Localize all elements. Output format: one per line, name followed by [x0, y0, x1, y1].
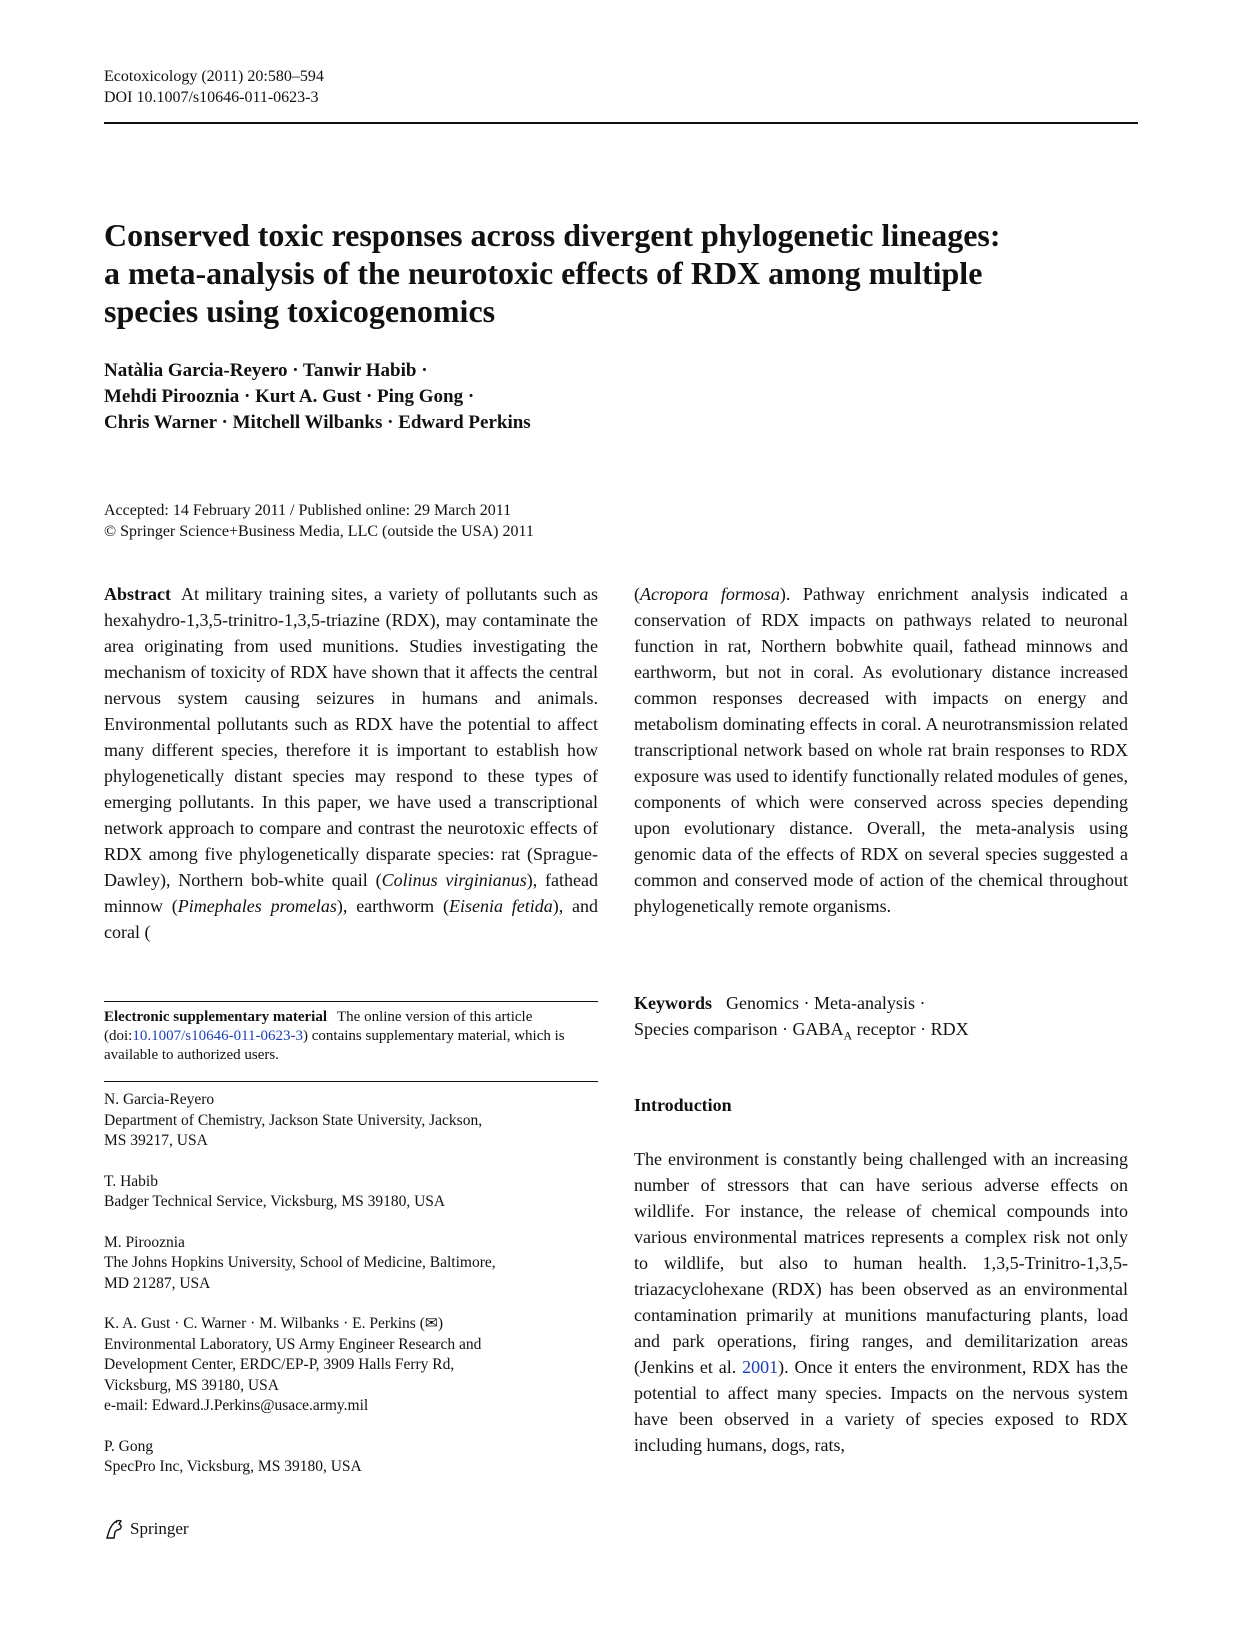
doi: DOI 10.1007/s10646-011-0623-3 [104, 89, 319, 106]
affiliation [104, 1314, 598, 1417]
supplementary-note [104, 1008, 598, 1065]
article-title [104, 216, 1104, 330]
author-line: Natàlia Garcia-Reyero · Tanwir Habib · [104, 360, 428, 381]
species-name: Eisenia fetida [448, 896, 553, 916]
esm-label: Electronic supplementary material [104, 1009, 328, 1025]
journal-header [104, 66, 324, 108]
affiliation-line: SpecPro Inc, Vicksburg, MS 39180, USA [104, 1458, 362, 1475]
affiliation-line: The Johns Hopkins University, School of Medicine, Baltimore, [104, 1254, 496, 1271]
keywords [634, 990, 1128, 1049]
affiliation [104, 1233, 598, 1295]
affiliation-line: Environmental Laboratory, US Army Engineer Research and [104, 1335, 482, 1353]
affiliation-line: Department of Chemistry, Jackson State University, Jackson, [104, 1111, 483, 1129]
introduction-body [634, 1146, 1128, 1458]
abstract-text-segment: ), earthworm ( [336, 896, 449, 916]
esm-text: ) contains supplementary material, which is available to authorized users. [104, 1028, 565, 1063]
esm-text: The online version of this article (doi: [104, 1009, 533, 1044]
publisher-name: Springer [130, 1519, 189, 1538]
abstract-text [104, 581, 598, 945]
abstract-continued: (Acropora formosa). Pathway enrichment analysis indicated a conservation of RDX impacts on pathways related to neuronal function in rat, Northern bobwhite quail, fathead minnows and earthworm, but not in coral. As evolutionary distance increased common responses decreased with impacts on energy and metabolism dominating effects in coral. A neurotransmission related transcriptional network based on whole rat brain responses to RDX exposure was used to identify functionally related modules of genes, components of which were conserved across species depending upon evolutionary distance. Overall, the meta-analysis using genomic data of the effects of RDX on several species suggested a common and conserved mode of action of the chemical throughout phylogenetically remote organisms. [634, 584, 1128, 916]
accepted-date: Accepted: 14 February 2011 / Published online: 29 March 2011 [104, 502, 512, 519]
esm-rule [104, 1001, 598, 1002]
introduction-text [634, 1146, 1128, 1458]
abstract-part1: At military training sites, a variety of pollutants such as hexahydro-1,3,5-trinitro-1,3,5-triazine (RDX), may contaminate the area originating from used munitions. Studies investigating the mechanism of toxicity of RDX have shown that it affects the central nervous system causing seizures in humans and animals. Environmental pollutants such as RDX have the potential to affect many different species, therefore it is important to establish how phylogenetically distant species may respond to these types of emerging pollutants. In this paper, we have used a transcriptional network approach to compare and contrast the neurotoxic effects of RDX among five phylogenetically disparate species: rat (Sprague-Dawley), Northern bob-white quail ( [104, 584, 598, 890]
abstract-column-left [104, 581, 598, 945]
springer-horse-icon [104, 1518, 126, 1540]
affiliation-line: MS 39217, USA [104, 1132, 208, 1149]
affiliation-line: M. Pirooznia [104, 1233, 185, 1251]
keywords-line: receptor · RDX [852, 1019, 969, 1039]
abstract-label: Abstract [104, 584, 171, 604]
affiliations-rule [104, 1081, 598, 1082]
affiliation-line: Vicksburg, MS 39180, USA [104, 1376, 279, 1394]
publication-dates [104, 500, 534, 542]
affiliation-line: K. A. Gust · C. Warner · M. Wilbanks · E. Perkins (✉) [104, 1315, 444, 1332]
title-line: species using toxicogenomics [104, 293, 496, 329]
header-rule [104, 122, 1138, 124]
affiliation-line: P. Gong [104, 1437, 154, 1455]
keywords-line: Species comparison · GABA [634, 1019, 844, 1039]
affiliation-line: Badger Technical Service, Vicksburg, MS 39180, USA [104, 1193, 446, 1210]
species-name: Colinus virginianus [381, 870, 527, 890]
affiliation [104, 1437, 598, 1478]
author-line: Chris Warner · Mitchell Wilbanks · Edward Perkins [104, 412, 531, 433]
abstract-text-segment: ), and coral ( [104, 896, 599, 942]
species-name: Pimephales promelas [177, 896, 337, 916]
affiliations [104, 1090, 598, 1498]
intro-text-segment: ). Once it enters the environment, RDX has the potential to affect many species. Impacts on the nervous system have been observed in a variety of species exposed to RDX including humans, dogs, rats, [634, 1357, 1129, 1455]
abstract-text-segment: ), fathead minnow ( [104, 870, 598, 916]
publisher-footer [104, 1518, 189, 1540]
affiliation [104, 1090, 598, 1152]
subscript: A [843, 1028, 853, 1043]
affiliation-line: T. Habib [104, 1172, 158, 1190]
author-list [104, 358, 531, 436]
keywords-line: Genomics · Meta-analysis · [726, 993, 926, 1013]
title-line: a meta-analysis of the neurotoxic effects of RDX among multiple [104, 255, 983, 291]
citation-link[interactable]: 2001 [742, 1357, 779, 1377]
intro-text-segment: The environment is constantly being challenged with an increasing number of stressors that can have serious adverse effects on wildlife. For instance, the release of chemical compounds into various environmental matrices represents a complex risk not only to wildlife, but also to human health. 1,3,5-Trinitro-1,3,5-triazacyclohexane (RDX) has been observed as an environmental contamination primarily at munitions manufacturing plants, load and park operations, firing ranges, and demilitarization areas (Jenkins et al. [634, 1149, 1128, 1377]
affiliation-line: N. Garcia-Reyero [104, 1091, 215, 1108]
email[interactable]: e-mail: Edward.J.Perkins@usace.army.mil [104, 1397, 369, 1414]
introduction-heading: Introduction [634, 1095, 732, 1115]
copyright: © Springer Science+Business Media, LLC (outside the USA) 2011 [104, 523, 534, 540]
abstract-part2: ). Pathway enrichment analysis indicated a conservation of RDX impacts on pathways related to neuronal function in rat, Northern bobwhite quail, fathead minnows and earthworm, but not in coral. As evolutionary distance increased common responses decreased with impacts on energy and metabolism dominating effects in coral. A neurotransmission related transcriptional network based on whole rat brain responses to RDX exposure was used to identify functionally related modules of genes, components of which were conserved across species depending upon evolutionary distance. Overall, the meta-analysis using genomic data of the effects of RDX on several species suggested a common and conserved mode of action of the chemical throughout phylogenetically remote organisms. [634, 584, 1128, 916]
affiliation-line: MD 21287, USA [104, 1274, 211, 1292]
abstract-column-right [634, 581, 1128, 919]
affiliation-line: Development Center, ERDC/EP-P, 3909 Halls Ferry Rd, [104, 1356, 455, 1373]
author-line: Mehdi Pirooznia · Kurt A. Gust · Ping Gong · [104, 386, 475, 407]
affiliation [104, 1172, 598, 1213]
journal-citation: Ecotoxicology (2011) 20:580–594 [104, 68, 324, 85]
title-line: Conserved toxic responses across divergent phylogenetic lineages: [104, 217, 1001, 253]
species-name: Acropora formosa [640, 584, 780, 604]
esm-doi-link[interactable]: 10.1007/s10646-011-0623-3 [132, 1028, 304, 1044]
keywords-label: Keywords [634, 993, 712, 1013]
